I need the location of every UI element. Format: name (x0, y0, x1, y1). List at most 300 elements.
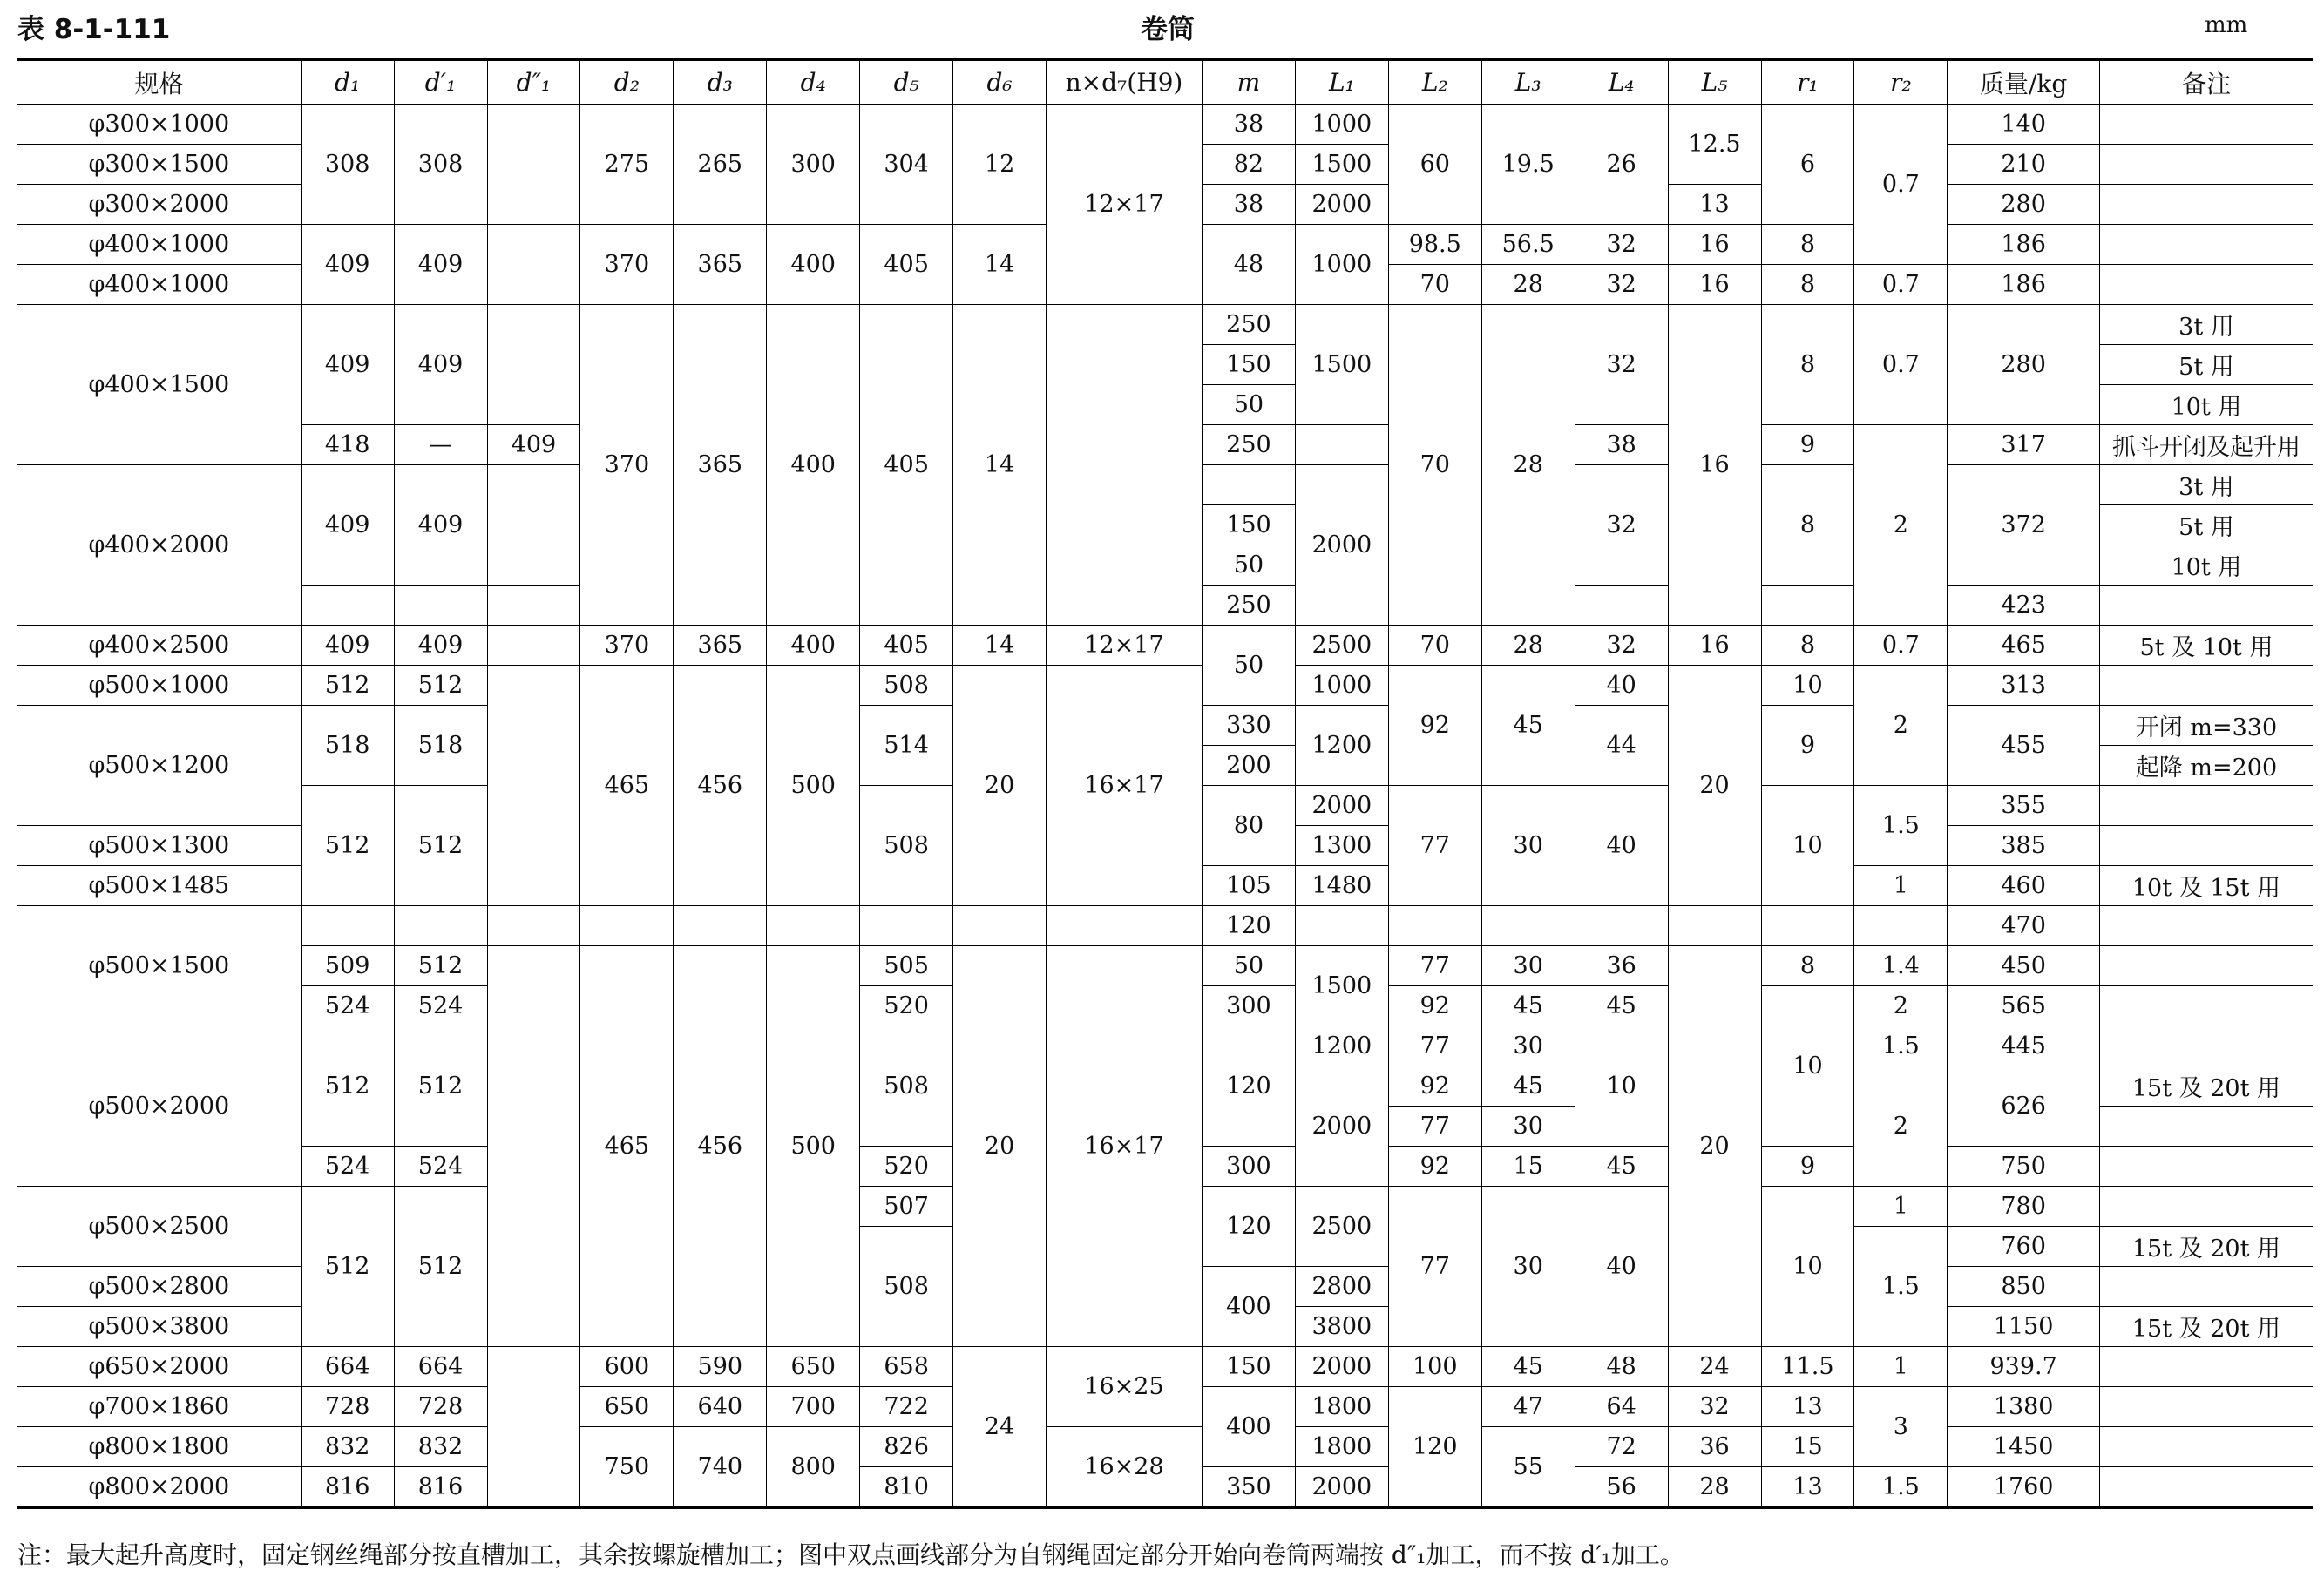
table-cell: 32 (1575, 626, 1668, 666)
table-cell: 1480 (1295, 866, 1388, 906)
table-cell: 512 (394, 666, 487, 706)
table-cell: 32 (1575, 225, 1668, 265)
table-cell (1761, 906, 1854, 946)
table-cell: 500 (767, 666, 860, 906)
table-cell: 55 (1481, 1427, 1575, 1508)
table-cell: 32 (1575, 305, 1668, 425)
table-cell: 2000 (1295, 465, 1388, 626)
table-cell: 1000 (1295, 105, 1388, 145)
table-cell: 508 (860, 1026, 953, 1147)
table-cell: 50 (1202, 626, 1295, 706)
table-cell: 456 (674, 946, 767, 1347)
table-cell: 405 (860, 626, 953, 666)
table-cell: 15t 及 20t 用 (2099, 1227, 2313, 1267)
table-cell: 300 (1202, 986, 1295, 1026)
table-cell: 150 (1202, 1347, 1295, 1387)
table-cell: — (394, 425, 487, 465)
table-cell: 409 (301, 626, 394, 666)
table-cell: 12.5 (1668, 105, 1761, 185)
table-cell: φ500×1300 (17, 826, 301, 866)
table-cell (2099, 826, 2313, 866)
table-cell: 8 (1761, 225, 1854, 265)
table-cell: 10 (1761, 1187, 1854, 1347)
table-cell: 728 (394, 1387, 487, 1427)
table-cell: 50 (1202, 946, 1295, 986)
table-cell: 445 (1948, 1026, 2100, 1066)
table-cell: φ650×2000 (17, 1347, 301, 1387)
table-cell: 418 (301, 425, 394, 465)
table-cell: 8 (1761, 946, 1854, 986)
table-cell: 512 (301, 666, 394, 706)
table-cell (394, 906, 487, 946)
table-cell: 524 (394, 1147, 487, 1187)
table-cell: 16×17 (1047, 946, 1203, 1347)
table-cell: 24 (1668, 1347, 1761, 1387)
table-cell: 20 (1668, 666, 1761, 906)
table-cell (2099, 586, 2313, 626)
table-header-row (17, 60, 2313, 105)
table-cell: 370 (580, 626, 674, 666)
table-cell (2099, 986, 2313, 1026)
table-cell: 465 (1948, 626, 2100, 666)
table-cell: 280 (1948, 185, 2100, 225)
table-cell: 30 (1481, 1187, 1575, 1347)
table-cell (487, 626, 580, 666)
table-cell: 385 (1948, 826, 2100, 866)
table-cell: 1500 (1295, 145, 1388, 185)
table-cell: 77 (1388, 1026, 1481, 1066)
table-cell: 16 (1668, 225, 1761, 265)
table-cell (2099, 1107, 2313, 1147)
table-cell: 365 (674, 305, 767, 626)
table-cell (2099, 1387, 2313, 1427)
table-cell: 400 (1202, 1387, 1295, 1467)
table-cell: 92 (1388, 666, 1481, 786)
table-cell: 77 (1388, 786, 1481, 906)
table-cell (674, 906, 767, 946)
table-cell: 832 (394, 1427, 487, 1467)
table-cell: 850 (1948, 1267, 2100, 1307)
table-cell: 465 (580, 946, 674, 1347)
table-cell: 2000 (1295, 786, 1388, 826)
unit-label: mm (2205, 12, 2248, 38)
table-cell: 3t 用 (2099, 465, 2313, 505)
table-cell: 0.7 (1854, 265, 1948, 305)
table-cell: 150 (1202, 345, 1295, 385)
table-cell: 500 (767, 946, 860, 1347)
table-cell (301, 906, 394, 946)
table-cell: 465 (580, 666, 674, 906)
table-cell (487, 225, 580, 305)
table-cell (2099, 1347, 2313, 1387)
table-cell: 20 (1668, 946, 1761, 1347)
table-cell: 起降 m=200 (2099, 746, 2313, 786)
table-cell: 409 (487, 425, 580, 465)
table-row (17, 1427, 2313, 1467)
table-cell: φ400×1000 (17, 225, 301, 265)
table-cell (1854, 906, 1948, 946)
table-cell: 450 (1948, 946, 2100, 986)
table-cell: 120 (1388, 1387, 1481, 1508)
table-cell: 10 (1761, 786, 1854, 906)
table-row (17, 105, 2313, 145)
table-cell: 2000 (1295, 185, 1388, 225)
table-cell: 365 (674, 225, 767, 305)
table-cell: 1300 (1295, 826, 1388, 866)
table-cell (1295, 425, 1388, 465)
table-cell: 45 (1575, 1147, 1668, 1187)
table-cell: 728 (301, 1387, 394, 1427)
table-cell (2099, 1147, 2313, 1187)
table-cell: 8 (1761, 465, 1854, 586)
table-cell: 308 (301, 105, 394, 225)
table-cell: 82 (1202, 145, 1295, 185)
table-cell (2099, 145, 2313, 185)
table-cell: 98.5 (1388, 225, 1481, 265)
table-cell: 12 (953, 105, 1047, 225)
spec-table (17, 58, 2313, 1509)
table-cell: 14 (953, 225, 1047, 305)
table-cell (394, 586, 487, 626)
table-cell: 826 (860, 1427, 953, 1467)
table-cell: 40 (1575, 786, 1668, 906)
table-cell: 120 (1202, 1187, 1295, 1267)
table-cell: 508 (860, 1227, 953, 1347)
table-cell: 3t 用 (2099, 305, 2313, 345)
table-cell: 512 (394, 1026, 487, 1147)
table-cell: 72 (1575, 1427, 1668, 1467)
table-cell: 1200 (1295, 1026, 1388, 1066)
table-cell: 409 (394, 626, 487, 666)
table-cell (2099, 1026, 2313, 1066)
table-cell: 70 (1388, 305, 1481, 626)
table-cell: 626 (1948, 1066, 2100, 1147)
table-cell: 810 (860, 1467, 953, 1508)
table-cell: 405 (860, 305, 953, 626)
table-cell: φ400×2500 (17, 626, 301, 666)
table-cell: 722 (860, 1387, 953, 1427)
table-cell: 1 (1854, 1347, 1948, 1387)
table-cell: 524 (394, 986, 487, 1026)
table-cell (2099, 105, 2313, 145)
table-cell (2099, 265, 2313, 305)
table-cell: 939.7 (1948, 1347, 2100, 1387)
table-cell: φ500×2000 (17, 1026, 301, 1187)
table-cell: 740 (674, 1427, 767, 1508)
table-cell: 265 (674, 105, 767, 225)
table-cell: 77 (1388, 946, 1481, 986)
table-cell: 565 (1948, 986, 2100, 1026)
table-cell: 10 (1575, 1026, 1668, 1147)
table-cell: 200 (1202, 746, 1295, 786)
table-row (17, 946, 2313, 986)
table-cell: 92 (1388, 986, 1481, 1026)
table-cell: 370 (580, 305, 674, 626)
table-cell: 650 (580, 1387, 674, 1427)
table-cell: 12×17 (1047, 626, 1203, 666)
table-cell: 456 (674, 666, 767, 906)
table-cell: 16×28 (1047, 1427, 1203, 1508)
table-cell (860, 906, 953, 946)
table-cell: 16 (1668, 626, 1761, 666)
table-cell: 45 (1481, 1347, 1575, 1387)
table-cell: 1.5 (1854, 1467, 1948, 1508)
table-cell: 816 (394, 1467, 487, 1508)
table-cell: 1760 (1948, 1467, 2100, 1508)
table-cell: 70 (1388, 265, 1481, 305)
table-cell (767, 906, 860, 946)
table-cell: 1150 (1948, 1307, 2100, 1347)
table-cell: 400 (1202, 1267, 1295, 1347)
table-cell: 409 (301, 305, 394, 425)
table-cell: 524 (301, 986, 394, 1026)
table-cell: 2000 (1295, 1066, 1388, 1187)
header-cell: 备注 (2099, 60, 2313, 105)
table-cell: 505 (860, 946, 953, 986)
table-cell: 80 (1202, 786, 1295, 866)
table-cell: 640 (674, 1387, 767, 1427)
header-cell: d₆ (953, 60, 1047, 105)
table-cell: 20 (953, 666, 1047, 906)
table-cell: 10t 及 15t 用 (2099, 866, 2313, 906)
table-cell: 56 (1575, 1467, 1668, 1508)
table-cell: 0.7 (1854, 626, 1948, 666)
table-cell: 250 (1202, 305, 1295, 345)
header-cell: L₂ (1388, 60, 1481, 105)
table-cell: 664 (394, 1347, 487, 1387)
table-cell: 10 (1761, 986, 1854, 1147)
table-cell (1575, 586, 1668, 626)
table-cell: 2000 (1295, 1467, 1388, 1508)
table-cell: 38 (1202, 105, 1295, 145)
table-cell: 508 (860, 666, 953, 706)
table-cell: 409 (394, 305, 487, 425)
table-cell: 250 (1202, 586, 1295, 626)
table-cell: 开闭 m=330 (2099, 706, 2313, 746)
table-cell: 2 (1854, 1066, 1948, 1187)
table-cell: 14 (953, 305, 1047, 626)
header-cell: L₃ (1481, 60, 1575, 105)
header-cell: d₃ (674, 60, 767, 105)
table-cell: 423 (1948, 586, 2100, 626)
table-cell (953, 906, 1047, 946)
table-cell (2099, 1267, 2313, 1307)
table-cell: 1.5 (1854, 786, 1948, 866)
table-cell: 0.7 (1854, 105, 1948, 265)
table-cell: 8 (1761, 265, 1854, 305)
table-cell: 77 (1388, 1187, 1481, 1347)
table-cell: 590 (674, 1347, 767, 1387)
table-cell: 700 (767, 1387, 860, 1427)
table-cell: 186 (1948, 265, 2100, 305)
table-cell: φ300×1500 (17, 145, 301, 185)
table-row (17, 626, 2313, 666)
table-cell: 658 (860, 1347, 953, 1387)
table-cell: φ800×2000 (17, 1467, 301, 1508)
table-cell: 409 (301, 465, 394, 586)
table-cell: 45 (1575, 986, 1668, 1026)
table-cell (301, 586, 394, 626)
table-cell (1761, 586, 1854, 626)
table-cell: 13 (1668, 185, 1761, 225)
table-cell: 1000 (1295, 666, 1388, 706)
table-cell (487, 465, 580, 586)
table-cell: 20 (953, 946, 1047, 1347)
table-cell: 140 (1948, 105, 2100, 145)
table-title: 卷筒 (1141, 14, 1195, 45)
table-cell (487, 1347, 580, 1508)
table-cell (1295, 906, 1388, 946)
table-cell: 317 (1948, 425, 2100, 465)
table-cell: 56.5 (1481, 225, 1575, 265)
header-cell: d₂ (580, 60, 674, 105)
table-cell: 10 (1761, 666, 1854, 706)
table-cell (487, 305, 580, 425)
table-number: 表 8-1-111 (17, 14, 171, 45)
header-cell: 质量/kg (1948, 60, 2100, 105)
table-cell: 28 (1481, 265, 1575, 305)
table-cell: 280 (1948, 305, 2100, 425)
table-cell: 1800 (1295, 1387, 1388, 1427)
table-cell: 512 (394, 946, 487, 986)
table-cell: 14 (953, 626, 1047, 666)
table-row (17, 305, 2313, 345)
table-cell: 409 (301, 225, 394, 305)
table-cell: 514 (860, 706, 953, 786)
table-cell: 1.4 (1854, 946, 1948, 986)
table-cell: 77 (1388, 1107, 1481, 1147)
table-cell: 15 (1481, 1147, 1575, 1187)
table-cell: 760 (1948, 1227, 2100, 1267)
table-cell: 512 (301, 1026, 394, 1147)
table-cell (487, 105, 580, 225)
table-cell: 409 (394, 225, 487, 305)
table-cell: 1380 (1948, 1387, 2100, 1427)
table-cell: 5t 用 (2099, 505, 2313, 545)
table-cell: 48 (1202, 225, 1295, 305)
header-cell: d₅ (860, 60, 953, 105)
table-cell: 26 (1575, 105, 1668, 225)
table-cell: 1450 (1948, 1427, 2100, 1467)
table-cell: φ500×1200 (17, 706, 301, 826)
table-cell: 38 (1575, 425, 1668, 465)
table-cell: 64 (1575, 1387, 1668, 1427)
table-cell: 120 (1202, 906, 1295, 946)
table-cell: 3800 (1295, 1307, 1388, 1347)
table-cell: 36 (1668, 1427, 1761, 1467)
table-cell: 409 (394, 465, 487, 586)
header-cell: r₂ (1854, 60, 1948, 105)
table-cell: 512 (301, 1187, 394, 1347)
table-cell: 186 (1948, 225, 2100, 265)
table-cell: 28 (1481, 626, 1575, 666)
table-cell: 2500 (1295, 626, 1388, 666)
table-cell: 520 (860, 986, 953, 1026)
table-cell: 50 (1202, 545, 1295, 586)
table-cell (2099, 185, 2313, 225)
table-cell: 40 (1575, 1187, 1668, 1347)
table-cell: 30 (1481, 1026, 1575, 1066)
header-cell: r₁ (1761, 60, 1854, 105)
header-cell: m (1202, 60, 1295, 105)
table-cell: 365 (674, 626, 767, 666)
table-cell: φ800×1800 (17, 1427, 301, 1467)
table-cell: 1000 (1295, 225, 1388, 305)
table-cell: 1 (1854, 1187, 1948, 1227)
table-cell (487, 666, 580, 906)
table-cell: φ500×1000 (17, 666, 301, 706)
table-cell (2099, 1427, 2313, 1467)
table-cell: 1.5 (1854, 1026, 1948, 1066)
table-cell: 120 (1202, 1026, 1295, 1147)
table-cell: 9 (1761, 1147, 1854, 1187)
table-cell (487, 946, 580, 1347)
table-cell: φ300×1000 (17, 105, 301, 145)
table-cell: 508 (860, 786, 953, 906)
table-cell: 16 (1668, 265, 1761, 305)
table-footnote: 注：最大起升高度时，固定钢丝绳部分按直槽加工，其余按螺旋槽加工；图中双点画线部分为自钢绳固定部分开始向卷筒两端按 d″₁加工，而不按 d′₁加工。 (17, 1540, 1684, 1569)
table-cell (1388, 906, 1481, 946)
table-cell: 1800 (1295, 1427, 1388, 1467)
table-cell: 664 (301, 1347, 394, 1387)
table-cell: 600 (580, 1347, 674, 1387)
table-cell: 1 (1854, 866, 1948, 906)
table-cell: 780 (1948, 1187, 2100, 1227)
table-cell: 12×17 (1047, 105, 1203, 305)
table-cell: 750 (580, 1427, 674, 1508)
header-cell: 规格 (17, 60, 301, 105)
table-cell: 800 (767, 1427, 860, 1508)
table-cell (2099, 1467, 2313, 1508)
table-cell: 455 (1948, 706, 2100, 786)
table-cell: 2000 (1295, 1347, 1388, 1387)
table-cell (580, 906, 674, 946)
table-cell: 5t 用 (2099, 345, 2313, 385)
table-cell: φ400×1000 (17, 265, 301, 305)
table-cell: 150 (1202, 505, 1295, 545)
table-cell: 19.5 (1481, 105, 1575, 225)
header-cell: d₄ (767, 60, 860, 105)
table-cell: 16×17 (1047, 666, 1203, 906)
table-cell: 32 (1668, 1387, 1761, 1427)
table-cell: 38 (1202, 185, 1295, 225)
table-cell: 16×25 (1047, 1347, 1203, 1427)
table-cell (1575, 906, 1668, 946)
table-cell: 400 (767, 626, 860, 666)
table-cell: 抓斗开闭及起升用 (2099, 425, 2313, 465)
table-cell: 45 (1481, 986, 1575, 1026)
table-cell: 10t 用 (2099, 385, 2313, 425)
table-cell: 100 (1388, 1347, 1481, 1387)
table-cell: φ700×1860 (17, 1387, 301, 1427)
table-cell: 300 (767, 105, 860, 225)
table-cell: 40 (1575, 666, 1668, 706)
table-cell: 2 (1854, 425, 1948, 626)
table-cell: 13 (1761, 1467, 1854, 1508)
table-cell: 3 (1854, 1387, 1948, 1467)
table-cell: 405 (860, 225, 953, 305)
table-cell: 520 (860, 1147, 953, 1187)
table-cell: 60 (1388, 105, 1481, 225)
table-cell: 2500 (1295, 1187, 1388, 1267)
table-cell: 92 (1388, 1147, 1481, 1187)
table-cell: 45 (1481, 1066, 1575, 1107)
table-cell: 512 (394, 1187, 487, 1347)
table-cell (2099, 1187, 2313, 1227)
table-cell: 750 (1948, 1147, 2100, 1187)
table-cell: 524 (301, 1147, 394, 1187)
table-cell: 15t 及 20t 用 (2099, 1066, 2313, 1107)
